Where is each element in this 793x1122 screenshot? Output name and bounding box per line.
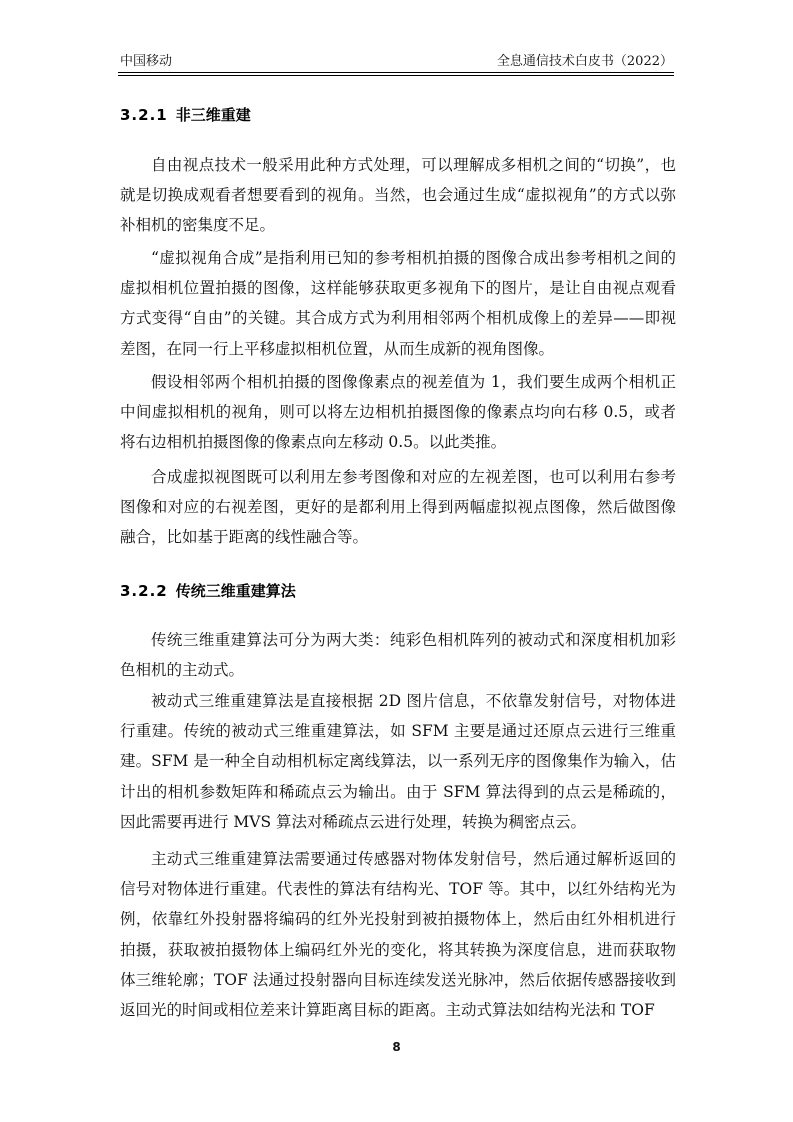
section-number: 3.2.2 [120, 582, 168, 600]
section-title: 非三维重建 [175, 106, 251, 124]
header-rule [118, 72, 674, 73]
paragraph: 被动式三维重建算法是直接根据 2D 图片信息，不依靠发射信号，对物体进行重建。传统的被动式三维重建算法，如 SFM 主要是通过还原点云进行三维重建。SFM 是一种全自动相机标定离线算法，以一系列无序的图像集作为输入，估计出的相机参数矩阵和稀疏点云为输出。由于 SFM 算法得到的点云是稀疏的，因此需要再进行 MVS 算法对稀疏点云进行处理，转换为稠密点云。 [120, 692, 676, 831]
header-rule-second [118, 75, 674, 76]
section-heading-3-2-2 [120, 581, 296, 601]
section-title: 传统三维重建算法 [175, 582, 296, 600]
paragraph: 传统三维重建算法可分为两大类：纯彩色相机阵列的被动式和深度相机加彩色相机的主动式。 [120, 631, 676, 680]
paragraph: 主动式三维重建算法需要通过传感器对物体发射信号，然后通过解析返回的信号对物体进行重建。代表性的算法有结构光、TOF 等。其中，以红外结构光为例，依靠红外投射器将编码的红外光投射到被拍摄物体上，然后由红外相机进行拍摄，获取被拍摄物体上编码红外光的变化，将其转换为深度信息，进而获取物体三维轮廓；TOF 法通过投射器向目标连续发送光脉冲，然后依据传感器接收到返回光的时间或相位差来计算距离目标的距离。主动式算法如结构光法和 TOF [120, 850, 676, 1020]
paragraph: 自由视点技术一般采用此种方式处理，可以理解成多相机之间的“切换”，也就是切换成观看者想要看到的视角。当然，也会通过生成“虚拟视角”的方式以弥补相机的密集度不足。 [120, 156, 676, 235]
header-doc-title: 全息通信技术白皮书（2022） [496, 54, 673, 69]
section-heading-3-2-1 [120, 105, 251, 125]
header-org: 中国移动 [120, 54, 173, 69]
paragraph: “虚拟视角合成”是指利用已知的参考相机拍摄的图像合成出参考相机之间的虚拟相机位置拍摄的图像，这样能够获取更多视角下的图片，是让自由视点观看方式变得“自由”的关键。其合成方式为利用相邻两个相机成像上的差异——即视差图，在同一行上平移虚拟相机位置，从而生成新的视角图像。 [120, 249, 676, 358]
paragraph: 合成虚拟视图既可以利用左参考图像和对应的左视差图，也可以利用右参考图像和对应的右视差图，更好的是都利用上得到两幅虚拟视点图像，然后做图像融合，比如基于距离的线性融合等。 [120, 468, 676, 547]
page-number: 8 [392, 1040, 401, 1054]
paragraph: 假设相邻两个相机拍摄的图像像素点的视差值为 1，我们要生成两个相机正中间虚拟相机的视角，则可以将左边相机拍摄图像的像素点均向右移 0.5，或者将右边相机拍摄图像的像素点向左移动 0.5。以此类推。 [120, 373, 676, 452]
section-number: 3.2.1 [120, 106, 168, 124]
